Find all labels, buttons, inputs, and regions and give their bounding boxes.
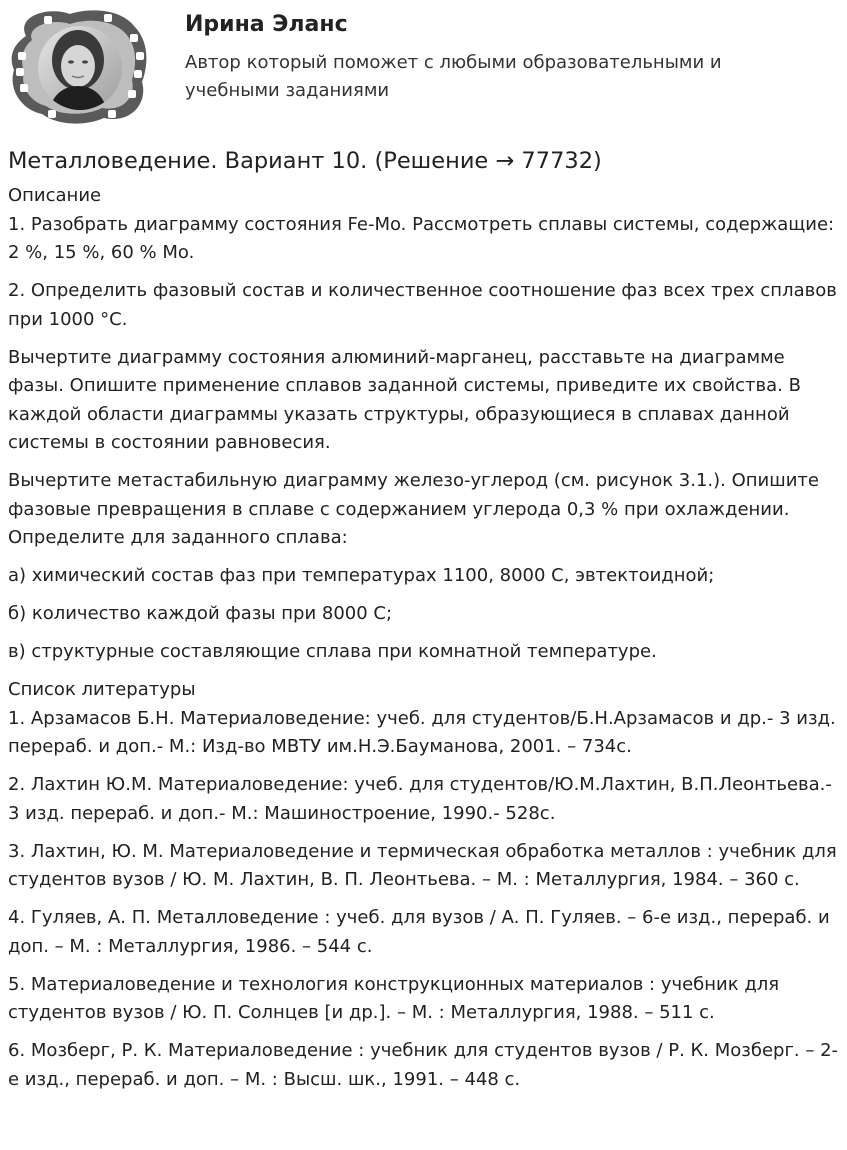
description-paragraph: в) структурные составляющие сплава при комнатной температуре. <box>8 641 657 662</box>
description-heading: Описание <box>8 185 102 206</box>
description-paragraph: Вычертите диаграмму состояния алюминий-марганец, расставьте на диаграмме фазы. Опишите применение сплавов заданной системы, приведите их свойства. В каждой области диаграммы указать структуры, образующиеся в сплавах данной системы в состоянии равновесия. <box>8 346 801 453</box>
literature-item: 1. Арзамасов Б.Н. Материаловедение: учеб. для студентов/Б.Н.Арзамасов и др.- 3 изд. перераб. и доп.- М.: Изд-во МВТУ им.Н.Э.Бауманова, 2001. – 734с. <box>8 707 836 757</box>
author-avatar <box>8 6 150 126</box>
literature-item: 3. Лахтин, Ю. М. Материаловедение и термическая обработка металлов : учебник для студентов вузов / Ю. М. Лахтин, В. П. Леонтьева. – М. : Металлургия, 1984. – 360 с. <box>8 840 837 890</box>
page-title: Металловедение. Вариант 10. (Решение → 77732) <box>8 148 602 174</box>
author-name: Ирина Эланс <box>185 12 348 37</box>
description-paragraph: Вычертите метастабильную диаграмму железо-углерод (см. рисунок 3.1.). Опишите фазовые превращения в сплаве с содержанием углерода 0,3 % при охлаждении. Определите для заданного сплава: <box>8 470 819 548</box>
main-content <box>8 144 838 1104</box>
literature-item: 4. Гуляев, А. П. Металловедение : учеб. для вузов / А. П. Гуляев. – 6-е изд., перераб. и доп. – М. : Металлургия, 1986. – 544 с. <box>8 907 830 957</box>
author-header <box>0 0 847 130</box>
literature-item: 5. Материаловедение и технология конструкционных материалов : учебник для студентов вузов / Ю. П. Солнцев [и др.]. – М. : Металлургия, 1988. – 511 с. <box>8 973 780 1023</box>
literature-item: 2. Лахтин Ю.М. Материаловедение: учеб. для студентов/Ю.М.Лахтин, В.П.Леонтьева.- 3 изд. перераб. и доп.- М.: Машиностроение, 1990.- 528с. <box>8 774 832 824</box>
literature-heading: Список литературы <box>8 679 196 700</box>
description-paragraph: б) количество каждой фазы при 8000 С; <box>8 603 393 624</box>
film-frame-icon <box>8 6 150 126</box>
description-paragraph: 1. Разобрать диаграмму состояния Fe-Mo. Рассмотреть сплавы системы, содержащие: 2 %, 15 %, 60 % Mo. <box>8 213 835 263</box>
literature-item: 6. Мозберг, Р. К. Материаловедение : учебник для студентов вузов / Р. К. Мозберг. – 2-е изд., перераб. и доп. – М. : Высш. шк., 1991. – 448 с. <box>8 1040 839 1090</box>
description-paragraph: 2. Определить фазовый состав и количественное соотношение фаз всех трех сплавов при 1000 °С. <box>8 280 837 330</box>
description-section <box>8 182 838 667</box>
description-paragraph: а) химический состав фаз при температурах 1100, 8000 С, эвтектоидной; <box>8 565 715 586</box>
literature-section <box>8 676 838 1094</box>
author-description: Автор который поможет с любыми образовательными и учебными заданиями <box>185 52 722 101</box>
